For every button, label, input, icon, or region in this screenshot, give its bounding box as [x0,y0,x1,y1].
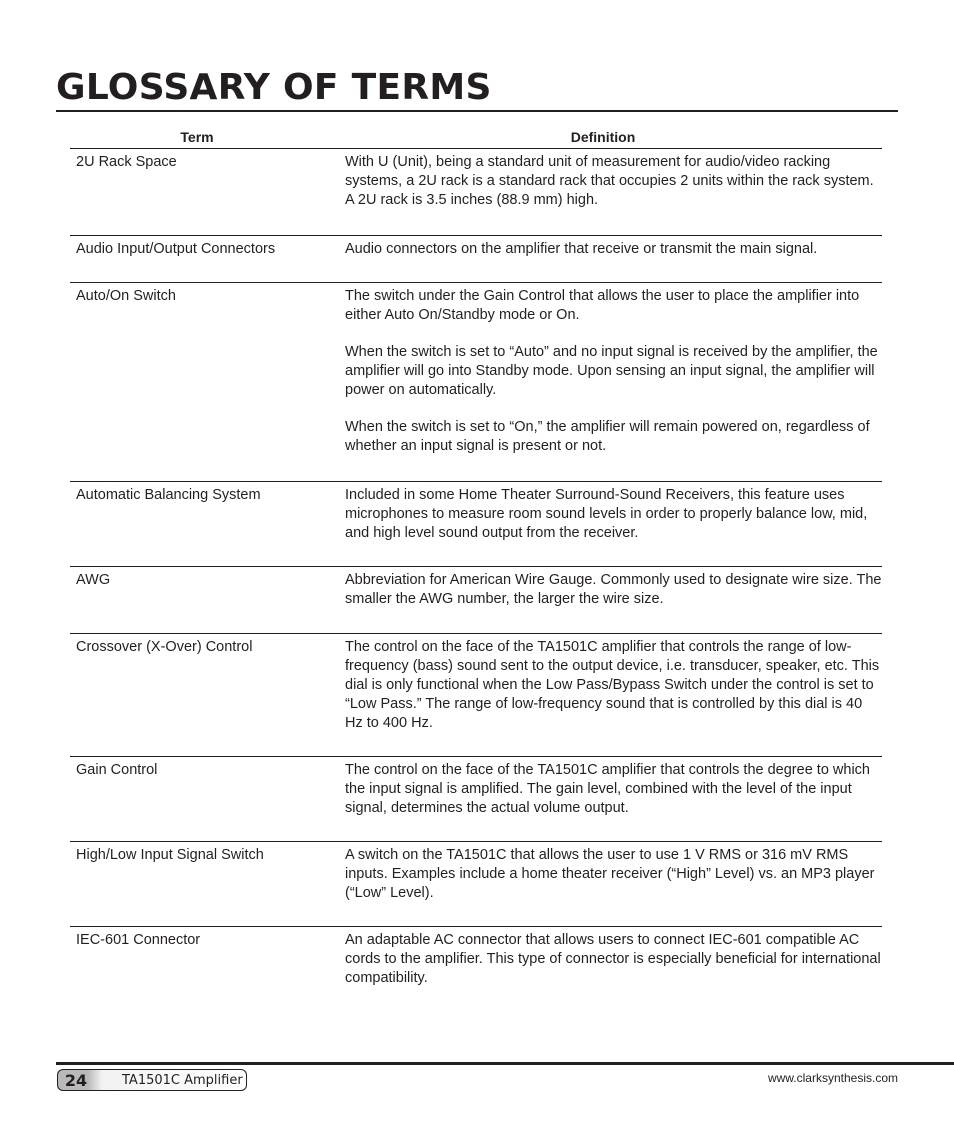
definition-column-header: Definition [570,129,636,145]
term-column-header: Term [180,129,214,145]
definition-paragraph: The control on the face of the TA1501C amplifier that controls the range of low-frequency (bass) sound sent to the output device, i.e. transducer, speaker, etc. This dial is only functional when the Low Pass/Bypass Switch under the control is set to “Low Pass.” The range of low-frequency sound that is controlled by this dial is 40 Hz to 400 Hz. [345,639,880,731]
definition-cell [339,287,882,481]
term-cell: Auto/On Switch [76,288,176,304]
definition-paragraph: When the switch is set to “On,” the amplifier will remain powered on, regardless of whether an input signal is present or not. [345,419,870,454]
product-name: TA1501C Amplifier [122,1072,243,1088]
term-cell: Automatic Balancing System [76,487,261,503]
term-cell: Crossover (X-Over) Control [76,639,253,655]
definition-cell [339,761,882,841]
title-divider [56,110,898,112]
term-cell: 2U Rack Space [76,154,177,170]
definition-paragraph: Audio connectors on the amplifier that receive or transmit the main signal. [345,241,818,257]
table-row [70,236,882,283]
definition-cell [339,638,882,756]
table-row [70,757,882,842]
table-row [70,927,882,1007]
definition-cell [339,153,882,235]
definition-paragraph: When the switch is set to “Auto” and no input signal is received by the amplifier, the amplifier will go into Standby mode. Upon sensing an input signal, the amplifier will power on automatically. [345,344,878,398]
definition-paragraph: An adaptable AC connector that allows users to connect IEC-601 compatible AC cords to the amplifier. This type of connector is especially beneficial for international compatibility. [345,932,881,986]
term-cell: IEC-601 Connector [76,932,201,948]
table-row [70,634,882,757]
term-cell: Gain Control [76,762,158,778]
term-cell: Audio Input/Output Connectors [76,241,276,257]
table-header [70,128,882,149]
definition-paragraph: The switch under the Gain Control that allows the user to place the amplifier into either Auto On/Standby mode or On. [345,288,860,323]
table-row [70,482,882,567]
definition-cell [339,240,882,282]
table-row [70,842,882,927]
definition-cell [339,931,882,1007]
page-title: GLOSSARY OF TERMS [56,67,492,108]
definition-cell [339,846,882,926]
page-badge [57,1069,247,1091]
definition-paragraph: Abbreviation for American Wire Gauge. Commonly used to designate wire size. The smaller the AWG number, the larger the wire size. [345,572,882,607]
definition-paragraph: A switch on the TA1501C that allows the user to use 1 V RMS or 316 mV RMS inputs. Examples include a home theater receiver (“High” Level) vs. an MP3 player (“Low” Level). [345,847,875,901]
definition-paragraph: With U (Unit), being a standard unit of measurement for audio/video racking systems, a 2U rack is a standard rack that occupies 2 units within the rack system. A 2U rack is 3.5 inches (88.9 mm) high. [345,154,874,208]
page-number: 24 [64,1070,88,1090]
definition-paragraph: Included in some Home Theater Surround-Sound Receivers, this feature uses microphones to measure room sound levels in order to properly balance low, mid, and high level sound output from the receiver. [345,487,868,541]
definition-cell [339,486,882,566]
website-link[interactable]: www.clarksynthesis.com [767,1071,898,1085]
term-cell: High/Low Input Signal Switch [76,847,264,863]
definition-cell [339,571,882,633]
term-cell: AWG [76,572,111,588]
table-row [70,567,882,634]
definition-paragraph: The control on the face of the TA1501C amplifier that controls the degree to which the input signal is amplified. The gain level, combined with the level of the input signal, determines the actual volume output. [345,762,870,816]
table-row [70,283,882,482]
footer-divider [56,1062,954,1065]
glossary-table [70,128,882,1007]
table-row [70,149,882,236]
